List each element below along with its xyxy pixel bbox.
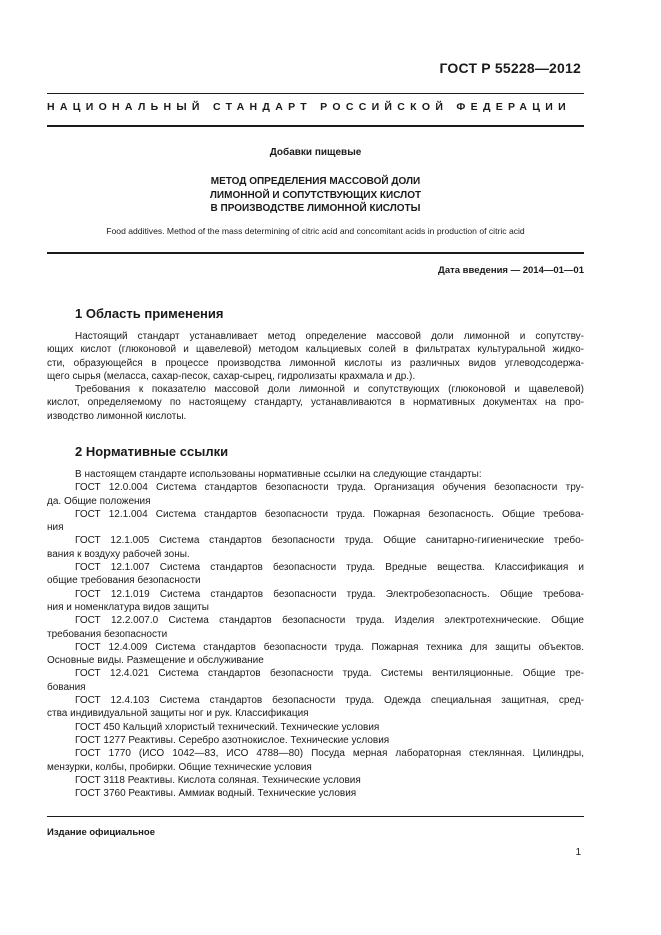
reference-line: ния и номенклатура видов защиты: [47, 601, 209, 613]
reference-line: ГОСТ 12.2.007.0 Система стандартов безопасности труда. Изделия электротехнические. Общие: [75, 615, 584, 627]
paragraph-line: Требования к показателю массовой доли лимонной и сопутствующих (глюконовой и щавелевой): [75, 384, 584, 396]
doc-title-line: ЛИМОННОЙ И СОПУТСТВУЮЩИХ КИСЛОТ: [209, 189, 422, 201]
paragraph-line: сти, образующейся в процессе производства лимонной кислоты из различных видов углеводсодержа-: [47, 357, 584, 369]
reference-line: ГОСТ 12.1.007 Система стандартов безопасности труда. Вредные вещества. Классификация и: [75, 562, 584, 574]
doc-title-english: Food additives. Method of the mass determining of citric acid and concomitant acids in production of citric acid: [106, 226, 525, 236]
reference-line: ГОСТ 1277 Реактивы. Серебро азотнокислое. Технические условия: [75, 734, 390, 746]
national-standard-heading: НАЦИОНАЛЬНЫЙ СТАНДАРТ РОССИЙСКОЙ ФЕДЕРАЦИИ: [47, 101, 571, 113]
title-rule: [47, 252, 584, 254]
reference-line: ГОСТ 12.4.021 Система стандартов безопасности труда. Системы вентиляционные. Общие тре-: [75, 668, 584, 680]
reference-line: общие требования безопасности: [47, 575, 201, 587]
paragraph-line: Настоящий стандарт устанавливает метод определение массовой доли лимонной и сопутству-: [75, 331, 584, 342]
section-2-heading: 2 Нормативные ссылки: [75, 444, 229, 459]
footer-rule: [47, 816, 584, 817]
reference-line: Основные виды. Размещение и обслуживание: [47, 655, 264, 667]
section-1-heading: 1 Область применения: [75, 306, 224, 321]
doc-title-line: В ПРОИЗВОДСТВЕ ЛИМОННОЙ КИСЛОТЫ: [210, 203, 421, 214]
reference-line: ния: [47, 522, 64, 534]
reference-line: мензурки, колбы, пробирки. Общие технические условия: [47, 761, 312, 773]
date-of-introduction: Дата введения — 2014—01—01: [438, 265, 584, 276]
reference-line: ГОСТ 12.0.004 Система стандартов безопасности труда. Организация обучения безопасности тру-: [75, 482, 584, 494]
paragraph-line: ющих кислот (глюконовой и щавелевой) методом кальциевых солей в фильтратах культуральной жидко-: [47, 344, 584, 356]
paragraph-line: В настоящем стандарте использованы нормативные ссылки на следующие стандарты:: [75, 469, 482, 480]
reference-line: ГОСТ 3760 Реактивы. Аммиак водный. Технические условия: [75, 788, 357, 800]
doc-title-line: МЕТОД ОПРЕДЕЛЕНИЯ МАССОВОЙ ДОЛИ: [210, 176, 421, 187]
reference-line: требования безопасности: [47, 628, 168, 640]
reference-line: ГОСТ 12.1.004 Система стандартов безопасности труда. Пожарная безопасность. Общие требова-: [75, 508, 584, 520]
doc-subtitle: Добавки пищевые: [269, 147, 362, 158]
section-1-body: [47, 330, 584, 423]
reference-line: ГОСТ 450 Кальций хлористый технический. Технические условия: [75, 721, 380, 733]
reference-line: ства индивидуальной защиты ног и рук. Классификация: [47, 708, 309, 720]
top-rule: [47, 93, 584, 94]
gost-number: ГОСТ Р 55228—2012: [439, 60, 581, 76]
reference-line: ГОСТ 3118 Реактивы. Кислота соляная. Технические условия: [75, 774, 361, 786]
official-edition-label: Издание официальное: [47, 827, 155, 838]
reference-line: ГОСТ 12.4.103 Система стандартов безопасности труда. Одежда специальная защитная, сред-: [75, 695, 584, 707]
reference-line: ГОСТ 12.1.019 Система стандартов безопасности труда. Электробезопасность. Общие требова-: [75, 588, 584, 600]
reference-line: ГОСТ 12.1.005 Система стандартов безопасности труда. Общие санитарно-гигиенические требо-: [75, 535, 584, 547]
reference-line: ГОСТ 1770 (ИСО 1042—83, ИСО 4788—80) Посуда мерная лабораторная стеклянная. Цилиндры,: [75, 748, 584, 760]
reference-line: да. Общие положения: [47, 495, 151, 507]
header-rule: [47, 125, 584, 127]
doc-title: [47, 175, 584, 216]
paragraph-line: изводство лимонной кислоты.: [47, 410, 187, 422]
reference-line: бования: [47, 681, 86, 693]
page-number: 1: [575, 847, 581, 858]
reference-line: вания к воздуху рабочей зоны.: [47, 548, 190, 560]
section-2-body: [47, 468, 584, 800]
paragraph-line: кислот, определяемому по настоящему стандарту, устанавливаются в нормативных документах на про-: [47, 397, 584, 409]
paragraph-line: щего сырья (меласса, сахар-песок, сахар-сырец, гидролизаты крахмала и др.).: [47, 370, 416, 382]
reference-line: ГОСТ 12.4.009 Система стандартов безопасности труда. Пожарная техника для защиты объектов.: [75, 641, 584, 653]
